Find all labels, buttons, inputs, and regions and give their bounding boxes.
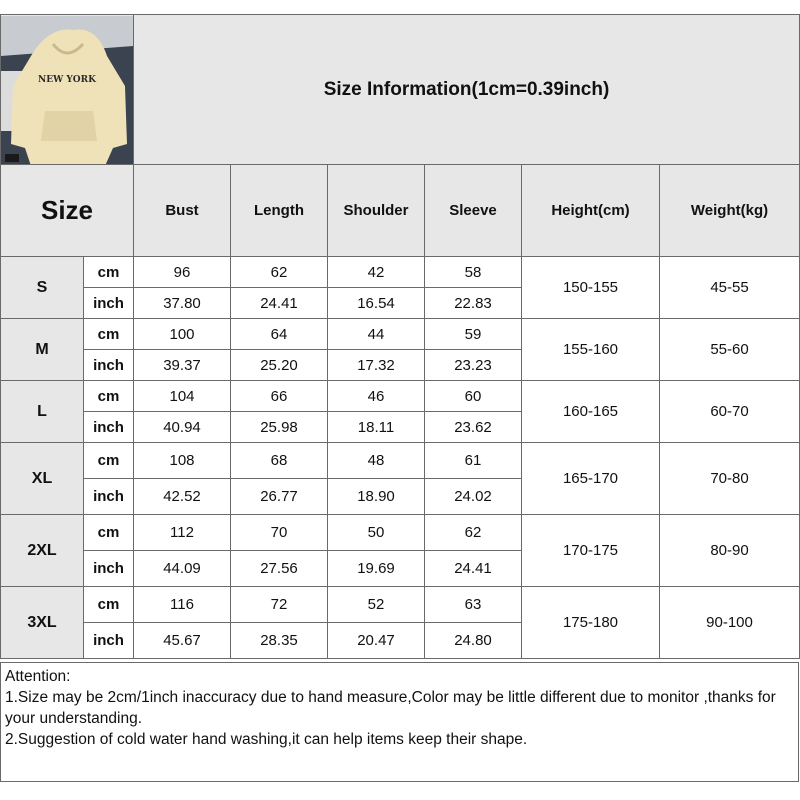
bust-cm-cell: 108 [134, 443, 231, 479]
length-cm-cell: 72 [231, 587, 328, 623]
unit-label-inch: inch [84, 350, 134, 381]
sleeve-inch-cell: 23.23 [425, 350, 522, 381]
shoulder-cm-cell: 50 [328, 515, 425, 551]
col-header-shoulder: Shoulder [328, 165, 425, 257]
sleeve-inch-cell: 22.83 [425, 288, 522, 319]
length-inch-cell: 25.98 [231, 412, 328, 443]
sleeve-cm-cell: 58 [425, 257, 522, 288]
notes-line-2: 2.Suggestion of cold water hand washing,it can help items keep their shape. [5, 731, 528, 748]
size-table [0, 14, 800, 659]
bust-cm-cell: 96 [134, 257, 231, 288]
unit-label-cm: cm [84, 515, 134, 551]
table-row [1, 257, 800, 288]
height-cell: 160-165 [522, 381, 660, 443]
size-label: 3XL [1, 587, 84, 659]
shoulder-inch-cell: 19.69 [328, 551, 425, 587]
col-header-length: Length [231, 165, 328, 257]
length-inch-cell: 25.20 [231, 350, 328, 381]
table-row [1, 587, 800, 623]
sleeve-inch-cell: 23.62 [425, 412, 522, 443]
size-rows [1, 257, 800, 659]
length-cm-cell: 64 [231, 319, 328, 350]
height-cell: 170-175 [522, 515, 660, 587]
unit-label-inch: inch [84, 412, 134, 443]
header-row [1, 165, 800, 257]
bust-inch-cell: 45.67 [134, 623, 231, 659]
bust-cm-cell: 104 [134, 381, 231, 412]
hoodie-photo [1, 15, 134, 165]
sleeve-cm-cell: 62 [425, 515, 522, 551]
sleeve-inch-cell: 24.80 [425, 623, 522, 659]
length-inch-cell: 24.41 [231, 288, 328, 319]
sleeve-cm-cell: 61 [425, 443, 522, 479]
length-cm-cell: 68 [231, 443, 328, 479]
bust-inch-cell: 44.09 [134, 551, 231, 587]
weight-cell: 60-70 [660, 381, 800, 443]
shoulder-cm-cell: 42 [328, 257, 425, 288]
unit-label-cm: cm [84, 443, 134, 479]
length-cm-cell: 66 [231, 381, 328, 412]
table-row [1, 443, 800, 479]
size-label: 2XL [1, 515, 84, 587]
length-inch-cell: 27.56 [231, 551, 328, 587]
sleeve-inch-cell: 24.02 [425, 479, 522, 515]
shoulder-cm-cell: 48 [328, 443, 425, 479]
height-cell: 155-160 [522, 319, 660, 381]
shoulder-inch-cell: 17.32 [328, 350, 425, 381]
weight-cell: 55-60 [660, 319, 800, 381]
shoulder-inch-cell: 18.90 [328, 479, 425, 515]
chart-title: Size Information(1cm=0.39inch) [134, 15, 800, 165]
height-cell: 150-155 [522, 257, 660, 319]
height-cell: 165-170 [522, 443, 660, 515]
shoulder-inch-cell: 18.11 [328, 412, 425, 443]
bust-cm-cell: 116 [134, 587, 231, 623]
bust-inch-cell: 40.94 [134, 412, 231, 443]
unit-label-cm: cm [84, 319, 134, 350]
height-cell: 175-180 [522, 587, 660, 659]
table-row [1, 515, 800, 551]
shoulder-inch-cell: 20.47 [328, 623, 425, 659]
unit-label-inch: inch [84, 479, 134, 515]
weight-cell: 70-80 [660, 443, 800, 515]
length-cm-cell: 70 [231, 515, 328, 551]
col-header-weight: Weight(kg) [660, 165, 800, 257]
notes-line-1: 1.Size may be 2cm/1inch inaccuracy due to hand measure,Color may be little different due to monitor ,thanks for your understanding. [5, 689, 776, 727]
col-header-sleeve: Sleeve [425, 165, 522, 257]
weight-cell: 45-55 [660, 257, 800, 319]
table-row [1, 381, 800, 412]
sleeve-inch-cell: 24.41 [425, 551, 522, 587]
unit-label-inch: inch [84, 551, 134, 587]
unit-label-inch: inch [84, 288, 134, 319]
length-inch-cell: 26.77 [231, 479, 328, 515]
sleeve-cm-cell: 60 [425, 381, 522, 412]
size-label: XL [1, 443, 84, 515]
sleeve-cm-cell: 63 [425, 587, 522, 623]
unit-label-cm: cm [84, 381, 134, 412]
attention-notes [0, 662, 799, 782]
col-header-bust: Bust [134, 165, 231, 257]
sleeve-cm-cell: 59 [425, 319, 522, 350]
table-row [1, 319, 800, 350]
size-header: Size [1, 165, 134, 257]
unit-label-cm: cm [84, 587, 134, 623]
banner-row [1, 15, 800, 165]
shoulder-cm-cell: 44 [328, 319, 425, 350]
shoulder-inch-cell: 16.54 [328, 288, 425, 319]
weight-cell: 80-90 [660, 515, 800, 587]
bust-inch-cell: 37.80 [134, 288, 231, 319]
weight-cell: 90-100 [660, 587, 800, 659]
unit-label-inch: inch [84, 623, 134, 659]
length-inch-cell: 28.35 [231, 623, 328, 659]
length-cm-cell: 62 [231, 257, 328, 288]
size-label: L [1, 381, 84, 443]
col-header-height: Height(cm) [522, 165, 660, 257]
notes-heading: Attention: [5, 668, 71, 685]
unit-label-cm: cm [84, 257, 134, 288]
bust-cm-cell: 112 [134, 515, 231, 551]
bust-cm-cell: 100 [134, 319, 231, 350]
shoulder-cm-cell: 52 [328, 587, 425, 623]
shoulder-cm-cell: 46 [328, 381, 425, 412]
hoodie-image-icon [1, 16, 133, 164]
bust-inch-cell: 42.52 [134, 479, 231, 515]
size-label: M [1, 319, 84, 381]
size-label: S [1, 257, 84, 319]
bust-inch-cell: 39.37 [134, 350, 231, 381]
svg-text:NEW YORK: NEW YORK [38, 74, 96, 85]
